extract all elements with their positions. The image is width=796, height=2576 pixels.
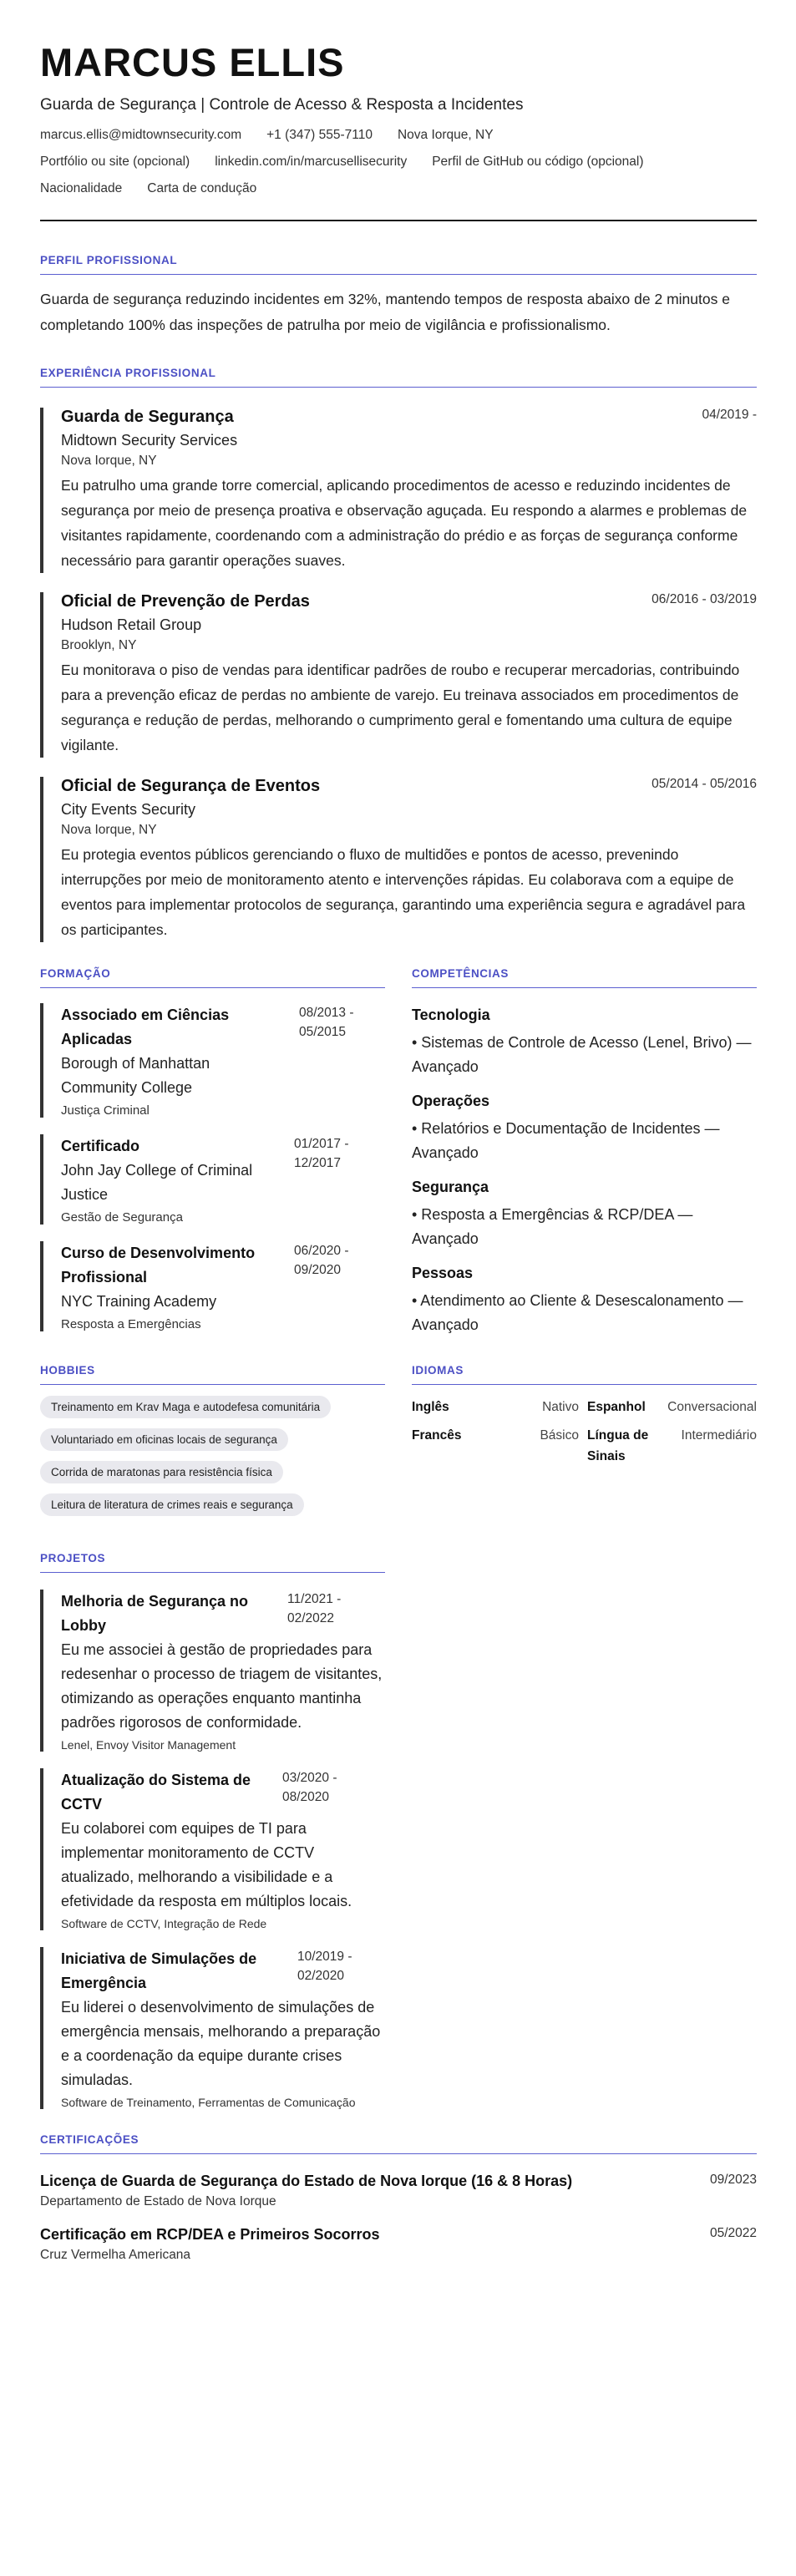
project-date: 11/2021 - 02/2022: [287, 1592, 342, 1625]
section-title: IDIOMAS: [412, 1364, 757, 1385]
experience-item: [40, 408, 757, 573]
job-location: Nova Iorque, NY: [61, 823, 157, 837]
job-title: Oficial de Segurança de Eventos: [61, 777, 321, 795]
hobby-tag: Leitura de literatura de crimes reais e segurança: [40, 1493, 304, 1516]
skill-group: [412, 1093, 757, 1165]
contact-location: Nova Iorque, NY: [397, 128, 494, 142]
education-skills-row: [40, 967, 757, 1337]
project-title: Atualização do Sistema de CCTV: [61, 1772, 251, 1813]
experience-item: [40, 592, 757, 758]
section-title: PROJETOS: [40, 1552, 385, 1573]
education-field: Justiça Criminal: [61, 1103, 150, 1118]
project-tech: Lenel, Envoy Visitor Management: [61, 1738, 236, 1752]
job-date: 04/2019 -: [702, 408, 757, 422]
projects-section: [40, 1552, 385, 2109]
job-description: Eu patrulho uma grande torre comercial, aplicando procedimentos de acesso e reduzindo incidentes de segurança por meio de presença proativa e observação aguçada. Eu respondo a alarmes e problemas de visitantes rapidamente, coordenando com a administração do prédio e as forças de segurança conforme necessário para garantir operações suaves.: [61, 477, 748, 569]
experience-section: [40, 367, 757, 942]
certification-item: [40, 2226, 757, 2263]
candidate-name: MARCUS ELLIS: [40, 40, 345, 84]
education-date: 01/2017 - 12/2017: [294, 1137, 349, 1170]
education-institution: John Jay College of Criminal Justice: [61, 1162, 253, 1203]
contact-github[interactable]: Perfil de GitHub ou código (opcional): [432, 155, 644, 169]
project-item: [40, 1768, 385, 1930]
section-title: COMPETÊNCIAS: [412, 967, 757, 988]
education-item: [40, 1003, 385, 1118]
certification-issuer: Cruz Vermelha Americana: [40, 2248, 191, 2262]
skill-category: Pessoas: [412, 1265, 474, 1281]
education-institution: Borough of Manhattan Community College: [61, 1055, 210, 1096]
resume-header: [40, 40, 757, 221]
job-company: Hudson Retail Group: [61, 616, 202, 633]
project-item: [40, 1947, 385, 2109]
certifications-section: [40, 2133, 757, 2263]
skill-group: [412, 1179, 757, 1251]
project-date: 03/2020 - 08/2020: [282, 1771, 337, 1804]
skill-category: Segurança: [412, 1179, 489, 1195]
hobbies-languages-row: [40, 1364, 757, 1526]
contact-email[interactable]: marcus.ellis@midtownsecurity.com: [40, 128, 242, 142]
skill-item: • Resposta a Emergências & RCP/DEA — Avançado: [412, 1206, 693, 1247]
certification-name: Certificação em RCP/DEA e Primeiros Socorros: [40, 2226, 380, 2243]
certification-issuer: Departamento de Estado de Nova Iorque: [40, 2194, 276, 2208]
language-row: [412, 1397, 757, 1417]
certification-date: 09/2023: [709, 2173, 757, 2187]
skill-category: Operações: [412, 1093, 490, 1109]
language-level: Conversacional: [667, 1400, 757, 1414]
summary-section: [40, 254, 757, 338]
section-title: FORMAÇÃO: [40, 967, 385, 988]
section-title: PERFIL PROFISSIONAL: [40, 254, 757, 275]
contact-linkedin[interactable]: linkedin.com/in/marcusellisecurity: [215, 155, 408, 169]
project-description: Eu colaborei com equipes de TI para implementar monitoramento de CCTV atualizado, melhorando a visibilidade e a efetividade da resposta em múltiplos locais.: [61, 1820, 352, 1909]
languages-section: [412, 1364, 757, 1526]
contact-driving-license: Carta de condução: [147, 181, 257, 195]
education-field: Resposta a Emergências: [61, 1317, 201, 1331]
project-tech: Software de Treinamento, Ferramentas de Comunicação: [61, 2096, 356, 2109]
language-name: Espanhol: [587, 1400, 646, 1414]
project-description: Eu me associei à gestão de propriedades para redesenhar o processo de triagem de visitantes, otimizando as operações enquanto mantinha padrões rigorosos de conformidade.: [61, 1641, 383, 1731]
job-location: Brooklyn, NY: [61, 638, 137, 652]
certification-date: 05/2022: [709, 2226, 757, 2240]
project-tech: Software de CCTV, Integração de Rede: [61, 1917, 267, 1930]
education-item: [40, 1134, 385, 1225]
education-section: [40, 967, 385, 1337]
certification-item: [40, 2173, 757, 2209]
project-title: Melhoria de Segurança no Lobby: [61, 1593, 249, 1634]
skill-group: [412, 1007, 757, 1079]
contact-phone[interactable]: +1 (347) 555-7110: [266, 128, 373, 142]
language-name: Língua de Sinais: [587, 1428, 649, 1463]
degree-title: Certificado: [61, 1138, 140, 1154]
education-date: 06/2020 - 09/2020: [294, 1244, 349, 1277]
hobby-tag: Treinamento em Krav Maga e autodefesa comunitária: [40, 1396, 331, 1418]
education-institution: NYC Training Academy: [61, 1293, 217, 1310]
language-level: Intermediário: [681, 1428, 757, 1443]
job-title: Oficial de Prevenção de Perdas: [61, 592, 310, 611]
job-date: 06/2016 - 03/2019: [652, 592, 757, 606]
hobbies-section: [40, 1364, 385, 1526]
language-name: Inglês: [412, 1400, 449, 1414]
project-item: [40, 1590, 385, 1752]
project-description: Eu liderei o desenvolvimento de simulações de emergência mensais, melhorando a preparação e a coordenação da equipe durante crises simuladas.: [61, 1999, 381, 2088]
job-company: Midtown Security Services: [61, 432, 238, 449]
contact-nationality: Nacionalidade: [40, 181, 123, 195]
education-date: 08/2013 - 05/2015: [299, 1006, 354, 1039]
language-level: Nativo: [542, 1400, 579, 1414]
job-company: City Events Security: [61, 801, 196, 818]
skills-section: [412, 967, 757, 1337]
skill-item: • Atendimento ao Cliente & Desescalonamento — Avançado: [412, 1292, 743, 1333]
skill-item: • Sistemas de Controle de Acesso (Lenel, Brivo) — Avançado: [412, 1034, 752, 1075]
section-title: CERTIFICAÇÕES: [40, 2133, 757, 2154]
project-date: 10/2019 - 02/2020: [297, 1950, 352, 1983]
job-title: Guarda de Segurança: [61, 408, 234, 426]
job-description: Eu monitorava o piso de vendas para identificar padrões de roubo e recuperar mercadorias, contribuindo para a prevenção eficaz de perdas no ambiente de varejo. Eu treinava associados em procedimentos de segurança e redução de perdas, melhorando o cumprimento geral e fomentando uma cultura de equipe vigilante.: [61, 662, 740, 753]
job-date: 05/2014 - 05/2016: [652, 777, 757, 791]
section-title: EXPERIÊNCIA PROFISSIONAL: [40, 367, 757, 388]
degree-title: Associado em Ciências Aplicadas: [61, 1007, 230, 1047]
skill-item: • Relatórios e Documentação de Incidentes — Avançado: [412, 1120, 720, 1161]
header-divider: [40, 220, 757, 221]
job-description: Eu protegia eventos públicos gerenciando o fluxo de multidões e pontos de acesso, prevenindo interrupções por meio de monitoramento atento e intervenções rápidas. Eu colaborava com a equipe de eventos para implementar protocolos de segurança, garantindo uma experiência segura e agradável para os participantes.: [61, 846, 746, 938]
hobby-tag: Voluntariado em oficinas locais de segurança: [40, 1428, 288, 1451]
job-location: Nova Iorque, NY: [61, 454, 157, 468]
hobby-tag: Corrida de maratonas para resistência física: [40, 1461, 283, 1483]
candidate-headline: Guarda de Segurança | Controle de Acesso & Resposta a Incidentes: [40, 96, 524, 114]
language-level: Básico: [540, 1428, 579, 1443]
contact-links: [40, 155, 757, 181]
degree-title: Curso de Desenvolvimento Profissional: [61, 1245, 256, 1285]
language-name: Francês: [412, 1428, 462, 1443]
section-title: HOBBIES: [40, 1364, 385, 1385]
project-title: Iniciativa de Simulações de Emergência: [61, 1950, 257, 1991]
skill-category: Tecnologia: [412, 1007, 490, 1023]
summary-text: Guarda de segurança reduzindo incidentes em 32%, mantendo tempos de resposta abaixo de 2 minutos e completando 100% das inspeções de patrulha por meio de vigilância e profissionalismo.: [40, 291, 730, 333]
contact-portfolio[interactable]: Portfólio ou site (opcional): [40, 155, 190, 169]
hobby-list: [40, 1396, 385, 1526]
contact-info: [40, 128, 757, 155]
education-item: [40, 1241, 385, 1331]
skill-group: [412, 1265, 757, 1337]
education-field: Gestão de Segurança: [61, 1210, 183, 1225]
language-row: [412, 1425, 757, 1467]
certification-name: Licença de Guarda de Segurança do Estado de Nova Iorque (16 & 8 Horas): [40, 2173, 573, 2189]
experience-item: [40, 777, 757, 942]
contact-extra: [40, 181, 757, 208]
